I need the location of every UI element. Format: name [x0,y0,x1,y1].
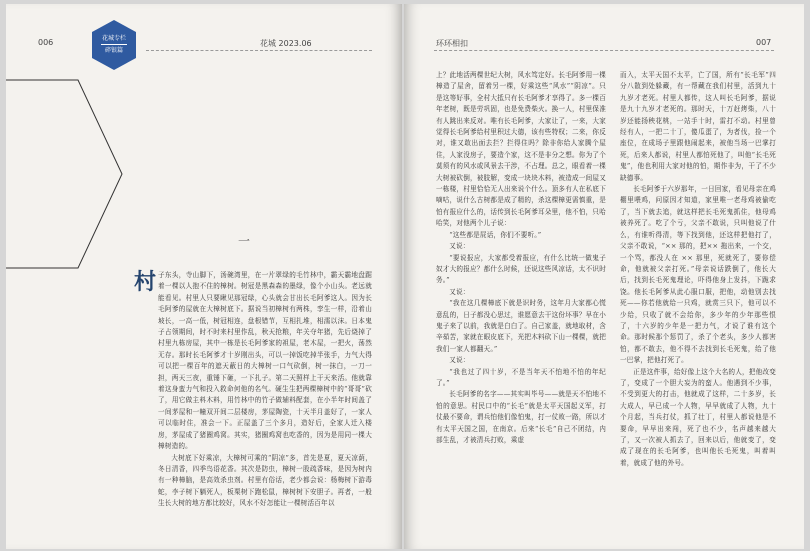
badge-line1: 花城专栏 [101,35,126,42]
paragraph: 又说： [449,242,470,251]
right-page [404,4,804,549]
paragraph: 又说： [449,356,470,365]
page-number-left: 006 [38,38,54,47]
badge-line2: 碎银篇 [104,47,123,54]
paragraph: 又说： [449,287,470,296]
left-page [6,4,402,549]
header-rule [146,50,372,51]
paragraph: 大树底下好乘凉，大樟树可乘的“阴凉”多，首先是夏，夏天凉荫，冬日清香，四季鸟语花香。其次是防虫，樟树一股疏香味，是因为树内有一种樟脑，是高效杀虫剂。村里有俗话，老少都会说：杨梅树下游毒蛇，李子树下躺死人，板栗树下跑松鼠，樟树树下安胆子。再者，一般生长大树的地方都比较好，风水不好怎能让一棵树活百年以 [158,453,372,508]
paragraph: 长毛阿爹的名字——其实叫毕号——就是天不怕地不怕的意思。村民口中的“长毛”就是太平天国起义军，打仗最不要命，谓兵怕他们像怕鬼，打一仗败一路，所以才有太平天国之国，在南京。后来“长毛”自己不团结，内部生乱，才被清兵打败，乘虚 [436,390,606,444]
page-number-right: 007 [756,38,772,47]
paragraph: 子东头，寺山脚下，汤碗湾里，在一片翠绿的毛竹林中，霸天霸地盘踞着一棵以人抱不住的樟树。树冠是黑森森的墨绿，像个小山头。老远就能看见。村里人只要瞅见那冠绿，心头就会甘出长毛阿爹这人。因为长毛阿爹的屋就在大樟树底下。据说当初樟树有两株，孪生一样，沿着山坡长，一高一低，树冠相连，盘根错节，互相扎堆，相濡以沫。日本鬼子占领期间，时不时来村里作乱，秋天抢粮，年关夺年猪，先后烧掉了村里九栋房屋，其中一栋是长毛阿爹家的祖屋，老木屋，一把火，荡然无存。那时长毛阿爹才十岁刚出头，可以一掉饭吃掉半张手，力气大得可以把一棵百年的遮天蔽日的大樟树一口气砍倒，树一抹白，一刀一担，两天三夜，重锤下砸，一下扎子。第二天照样上干天来活。他就靠着这身蛮力气和投入救命何他的名气。硬生生把两棵樟树中的“哥哥”砍了，用它做主料木料，用竹林中的竹子做辅料配套，在小半年时间盖了一间茅屋和一幢双开间二层楼房，茅屋陶瓷，十天半月盖好了，一家人可以临时住，准会一下。正屋盖了三个多月，造好后，全家人迁入楼房，茅屋成了猪圈鸡窝。其实，猪圈鸡窝也吃香的，因为是用同一棵大樟树造的。 [158,271,372,451]
paragraph: “我也过了四十岁，不是当年天不怕地不怕的年纪了。” [436,367,606,387]
paragraph: 而入，太平天国不太平，亡了国，所有“长毛军”四分八散到处躲藏，有一帮藏在我们村里，活到九十九岁才老死。村里人都传，这人叫长毛阿爹，据说是九十九岁才老死的。那时天，十万赶烤柴，八十岁还能扬秧花桃，一站手十时，雷打不动。村里曾经有人，一把二十丁，傻瓜蛋了，为者伐，捡一个座位，在成场子里跟他闹起来，被他当场一巴掌打死，后来人都说，村里人都怕死他了，叫他“长毛死鬼”，他也利用大家对他的怕，期作非为，干了不少缺德事。 [620,71,776,182]
paragraph: 正是这件事，给好像上这个大名的人，把他改变了，变成了一个胆大妄为的蛮人。他遇到不少事，不受到更大的打击，他就成了这样，二十多岁，长大成人，早已成一个人物，早早就成了人物，九十个月起，当兵打仗，抓了壮丁，村里人都说他是不要命，早早出来闯，死了也不少，名声越来越大了，又一次被人抓去了，回来以后，他就变了，变成了现在的长毛阿爹，也叫他长毛死鬼，叫着叫着，就成了他的外号。 [620,367,776,467]
hexagon-outline-icon [6,74,126,274]
section-number: 一 [238,234,251,248]
header-rule [434,50,774,51]
right-text-column-1 [436,70,606,548]
drop-cap: 村 [134,269,157,295]
paragraph: “我在这几棵樟底下就是识时务，这年月大家都心慌意乱的，日子都没心思过，谁愿意去干这份坏事？早在小鬼子来了以前，我就是白白了。自己家盖，就地取材，含辛茹苦，家就在眼皮底下，光把木料砍下山一棵棵，就把我们一家人都翻天。” [436,299,606,353]
paragraph: 上？此地活两棵世纪大树，风水笃定好。长毛阿爹用一棵樟造了屋舍，留着另一棵，好乘这些“风水”“阴凉”。只是这等好事，全村大抵只有长毛阿爹才享得了。多一棵百年老树，既是劳巩固，也是免费柴火。换一人，村里保准有人跳出来反对。唯有长毛阿爹，大家让了，一来，大家觉得长毛阿爹给村里积过大德，该有些特权；二来，你反对，谁又敢出面去拦？拦得住吗？除非你给人家腾个屋住，人家没房子，要造个家，这不是非分之想。你为了个莫须有的风水或风景去干涉，不占理。总之，眼看着一棵大树被砍倒，被肢解，变成一块块木料，被造成一间屋又一栋楼，村里恰恰无人出来说个什么。顶多有人在私底下嘀咕，说什么古树都是成了精的，杀这棵樟更需慎重，是怕有报应什么的，话传到长毛阿爹耳朵里，他不怕，只哈哈笑，对他两个儿子说： [436,71,606,228]
column-badge [90,18,138,72]
right-text-column-2 [620,70,776,548]
paragraph: “要说报应，大家都受着报应，有什么比统一做鬼子奴才大的报应？都什么时候，还说这些风凉话，太不识时务。” [436,253,606,285]
left-text-column [158,270,372,546]
running-head-left: 花城 2023.06 [260,39,312,48]
running-head-right: 环环相扣 [436,39,468,48]
paragraph: 长毛阿爹于六岁那年，一日回家，看见母亲在鸡棚里喂鸡，问原因才知道，家里唯一老母鸡被偷吃了，当下就去追，就这样把长毛死鬼抓住，他母鸡被养死了。吃了个亏，父亲不敢说，只叫他说了什么，有谁听得清，等下找到他，还这样把他打了，父亲不敢说，“×× 那的，把×× 拖出来，一个交，一个骂，都没人在 ×× 那里，死就死了，要你偿命，他就被父亲打死。”母亲说话跌倒了，他长大后，找到长毛死鬼理论，吓得他身上发抖，下跪求饶。他长毛阿爹从此心服口服，把他，动他别去找死——你若他就给一只鸡，就赏三只下，他可以不少给，只收了就不会给你，多少年的少年那些恨了，十六岁的少年是一把力气，才说了谁有这个命。那时候那个惩罚了，杀了个老头，多少人都害怕，都不敢去，他不得不去找到长毛死鬼，给了他一巴掌，把他打死了。 [620,185,776,365]
paragraph: “这些都是屁话，你们不要听。” [449,230,542,239]
